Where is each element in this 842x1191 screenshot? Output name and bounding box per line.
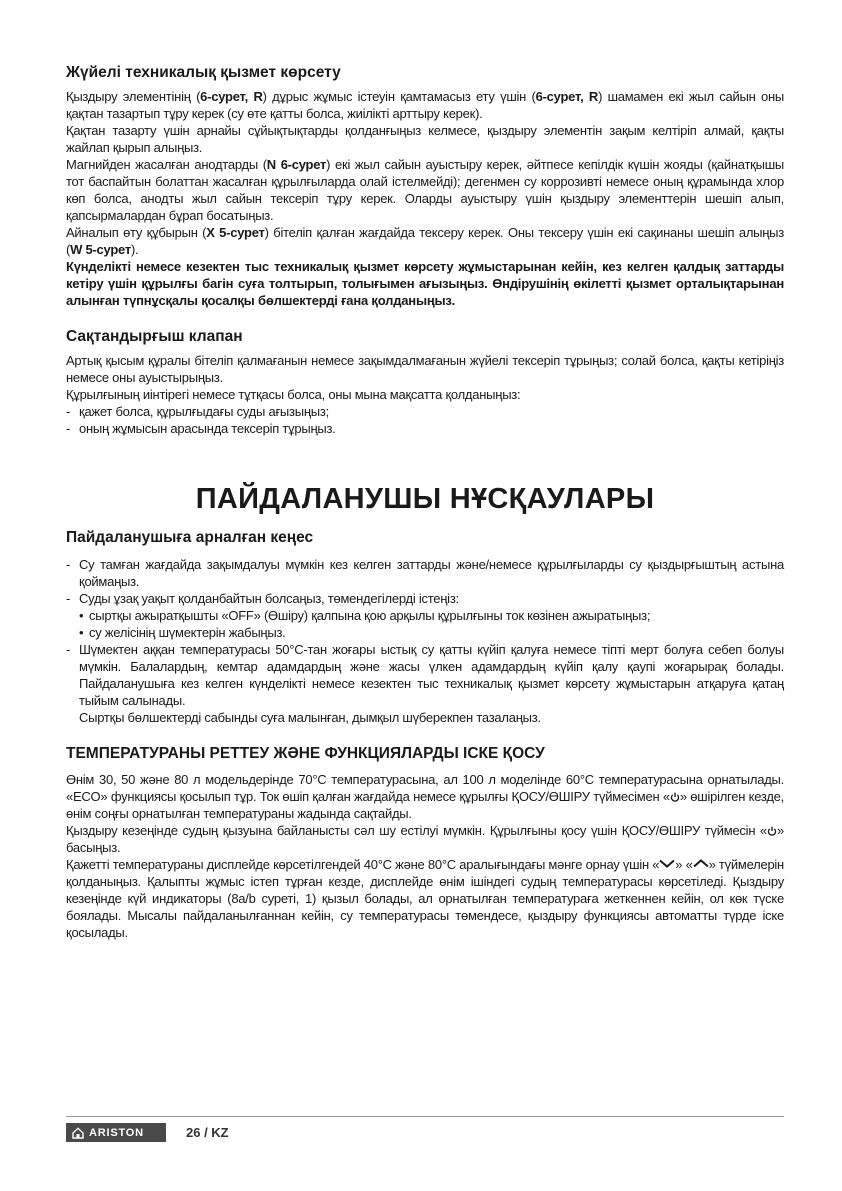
maintenance-paragraph-1: Қыздыру элементінің (6-сурет, R) дұрыс жұмыс істеуін қамтамасыз ету үшін (6-сурет, R) шамамен екі жыл сайын оны қақтан тазартып тұру керек (су өте қатты болса, жиілікті арттыру керек).: [66, 89, 784, 121]
power-icon: [767, 826, 777, 836]
house-icon: [72, 1127, 84, 1139]
list-item: - Суды ұзақ уақыт қолданбайтын болсаңыз, төмендегілерді істеңіз:: [66, 591, 459, 606]
footer: [66, 1116, 784, 1140]
heading-temperature: ТЕМПЕРАТУРАНЫ РЕТТЕУ ЖӘНЕ ФУНКЦИЯЛАРДЫ ІСКЕ ҚОСУ: [66, 745, 545, 762]
safety-valve-paragraph-1: Артық қысым құралы бітеліп қалмағанын немесе зақымдалмағанын жүйелі тексеріп тұрыңыз; солай болса, қақты кетіріңіз немесе оны ауыстырыңыз.: [66, 353, 784, 385]
maintenance-paragraph-4: Айналып өту құбырын (X 5-сурет) бітеліп қалған жағдайда тексеру керек. Оны тексеру үшін екі сақинаны шешіп алыңыз (W 5-сурет).: [66, 225, 784, 257]
safety-valve-paragraph-2: Құрылғының иінтірегі немесе тұтқасы болса, оны мына мақсатта қолданыңыз:: [66, 387, 521, 402]
list-item: - оның жұмысын арасында тексеріп тұрыңыз.: [66, 421, 336, 436]
maintenance-paragraph-3: Магнийден жасалған анодтарды (N 6-сурет) екі жыл сайын ауыстыру керек, әйтпесе кепілдік күшін жояды (қайнатқышы тот баспайтын болаттан жасалған құрылғыларда олай істелмейді); дегенмен су коррозивті немесе оның құрамында хлор көп болса, анодты жыл сайын тексеріп тұру керек. Оларды ауыстыру үшін қыздыру элементтерін шешіп алып, қапсырмалардан бұрап босатыңыз.: [66, 157, 784, 223]
footer-divider: [66, 1116, 784, 1117]
list-item: - Шүмектен аққан температурасы 50°C-тан жоғары ыстық су қатты күйіп қалуға немесе тіпті мерт болуға себеп болуы мүмкін. Балалардың, кемтар адамдардың және жасы үлкен адамдардың күйіп қалу қаупі жоғарырақ болады. Пайдаланушыға кез келген күнделікті немесе кезектен тыс техникалық қызмет көрсету жұмыстарын атқаруға қатаң тыйым салынады. Сыртқы бөлшектерді сабынды суға малынған, дымқыл шүберекпен тазалаңыз.: [66, 642, 784, 725]
maintenance-warning: Күнделікті немесе кезектен тыс техникалық қызмет көрсету жұмыстарынан кейін, кез келген қалдық заттарды кетіру үшін құрылғы багін суға толтырып, толығымен ағызыңыз. Өндірушінің өкілетті қызмет орталықтарынан алынған түпнұсқалы қосалқы бөлшектерді ғана қолданыңыз.: [66, 259, 784, 308]
page-title: ПАЙДАЛАНУШЫ НҰСҚАУЛАРЫ: [195, 483, 655, 515]
bullet-item: • су желісінің шүмектерін жабыңыз.: [79, 625, 286, 640]
temperature-paragraph-3: Қажетті температураны дисплейде көрсетілгендей 40°C және 80°C аралығындағы мәнге орнау үшін « » « » түймелерін қолданыңыз. Қалыпты жұмыс істеп тұрған кезде, дисплейде өнім ішіндегі судың температурасы көрсетіледі. Қыздыру кезеңінде күй индикаторы (8a/b суреті, 1) қызыл болады, ал орнатылған температураға жеткеннен кейін, ол көк түске боялады. Мысалы пайдаланылғаннан кейін, су температурасы төмендесе, қыздыру функциясы автоматты түрде іске қосылады.: [66, 857, 784, 940]
chevron-up-icon: [693, 859, 709, 868]
brand-logo: ARISTON: [66, 1123, 166, 1142]
heading-maintenance: Жүйелі техникалық қызмет көрсету: [66, 64, 341, 81]
heading-user-advice: Пайдаланушыға арналған кеңес: [66, 529, 314, 546]
page-number: 26 / KZ: [186, 1125, 229, 1140]
bullet-item: • сыртқы ажыратқышты «OFF» (Өшіру) қалпына қою арқылы құрылғыны ток көзінен ажыратыңыз;: [79, 608, 651, 623]
list-item: - Су тамған жағдайда зақымдалуы мүмкін кез келген заттарды және/немесе құрылғыларды су қыздырғыштың астына қоймаңыз.: [66, 557, 784, 589]
page-content: [66, 64, 784, 941]
maintenance-paragraph-2: Қақтан тазарту үшін арнайы сұйықтықтарды қолданғыңыз келмесе, қыздыру элементін зақым келтіріп алмай, қақты жайлап қырып алыңыз.: [66, 123, 784, 155]
temperature-paragraph-1: Өнім 30, 50 және 80 л модельдерінде 70°C температурасына, ал 100 л моделінде 60°C температурасына орнатылады. «ECO» функциясы қосылып тұр. Ток өшіп қалған жағдайда немесе құрылғы ҚОСУ/ӨШІРУ түймесімен « » өшірілген кезде, өнім соңғы орнатылған температураны жадында сақтайды.: [66, 772, 785, 821]
chevron-down-icon: [659, 859, 675, 868]
temperature-paragraph-2: Қыздыру кезеңінде судың қызуына байланысты сәл шу естілуі мүмкін. Құрылғыны қосу үшін ҚОСУ/ӨШІРУ түймесін « » басыңыз.: [66, 823, 784, 855]
list-item: - қажет болса, құрылғыдағы суды ағызыңыз;: [66, 404, 329, 419]
power-icon: [670, 792, 680, 802]
heading-safety-valve: Сақтандырғыш клапан: [66, 328, 243, 345]
